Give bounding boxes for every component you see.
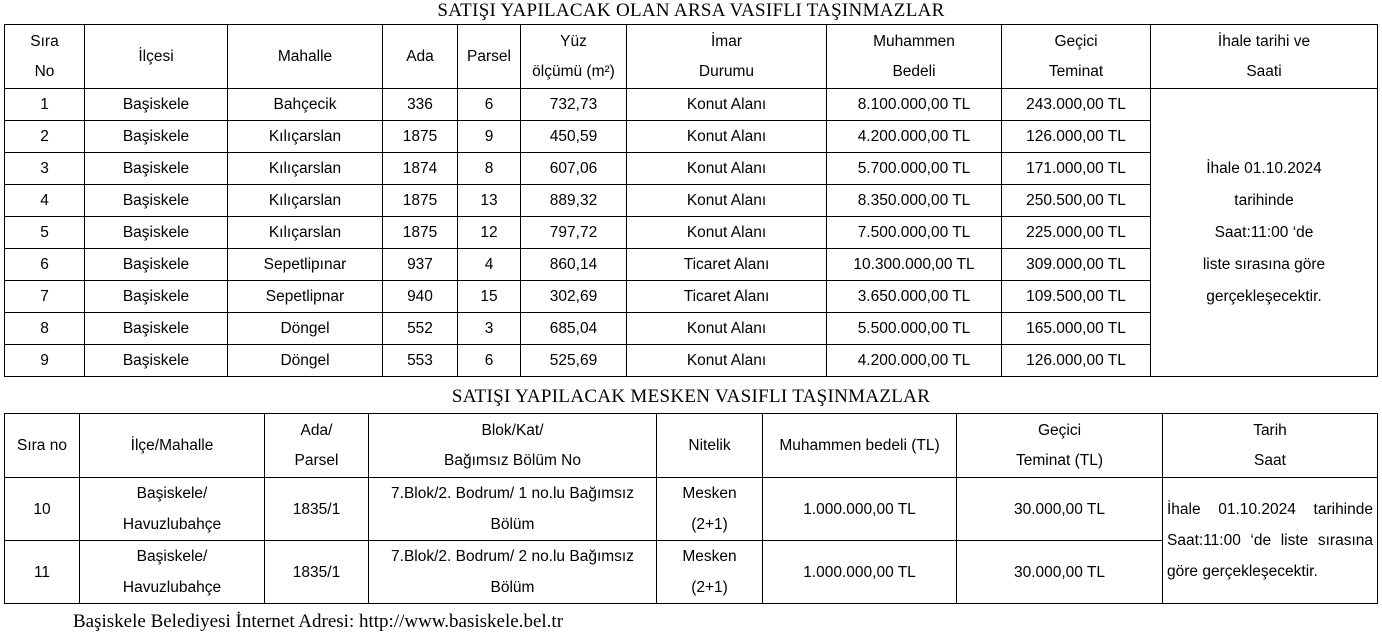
cell-ada: 336 bbox=[383, 89, 458, 121]
header-imar: İmar Durumu bbox=[627, 25, 827, 89]
cell-gecici: 30.000,00 TL bbox=[957, 541, 1163, 604]
cell-parsel: 4 bbox=[458, 249, 521, 281]
cell-ilce: Başiskele bbox=[85, 313, 228, 345]
cell-muhammen: 3.650.000,00 TL bbox=[827, 281, 1002, 313]
cell-gecici: 126.000,00 TL bbox=[1002, 121, 1151, 153]
cell-ilce: Başiskele bbox=[85, 345, 228, 377]
table2-header-row bbox=[5, 414, 1378, 478]
cell-ada: 937 bbox=[383, 249, 458, 281]
cell-imar: Ticaret Alanı bbox=[627, 281, 827, 313]
cell-imar: Konut Alanı bbox=[627, 345, 827, 377]
cell-imar: Ticaret Alanı bbox=[627, 249, 827, 281]
cell-ilce: Başiskele/ Havuzlubahçe bbox=[80, 478, 265, 541]
cell-sira: 7 bbox=[5, 281, 85, 313]
cell-gecici: 30.000,00 TL bbox=[957, 478, 1163, 541]
footer-website: Başiskele Belediyesi İnternet Adresi: http://www.basiskele.bel.tr bbox=[73, 611, 564, 632]
cell-sira: 9 bbox=[5, 345, 85, 377]
cell-mahalle: Kılıçarslan bbox=[228, 121, 383, 153]
cell-yuzolcumu: 732,73 bbox=[521, 89, 627, 121]
cell-muhammen: 1.000.000,00 TL bbox=[763, 478, 957, 541]
cell-parsel: 8 bbox=[458, 153, 521, 185]
cell-ada: 1875 bbox=[383, 217, 458, 249]
header-ihale: İhale tarihi ve Saati bbox=[1151, 25, 1378, 89]
header-parsel: Parsel bbox=[458, 25, 521, 89]
cell-blok: 7.Blok/2. Bodrum/ 1 no.lu Bağımsız Bölüm bbox=[369, 478, 657, 541]
table1-header-row bbox=[5, 25, 1378, 89]
cell-muhammen: 5.500.000,00 TL bbox=[827, 313, 1002, 345]
cell-mahalle: Bahçecik bbox=[228, 89, 383, 121]
cell-gecici: 309.000,00 TL bbox=[1002, 249, 1151, 281]
cell-imar: Konut Alanı bbox=[627, 217, 827, 249]
ihale-note-cell: İhale 01.10.2024 tarihinde Saat:11:00 ‘de liste sırasına göre gerçekleşecektir. bbox=[1163, 478, 1378, 604]
cell-ilce: Başiskele bbox=[85, 185, 228, 217]
cell-ada: 1835/1 bbox=[265, 478, 369, 541]
cell-yuzolcumu: 797,72 bbox=[521, 217, 627, 249]
cell-yuzolcumu: 889,32 bbox=[521, 185, 627, 217]
header-nitelik: Nitelik bbox=[657, 414, 763, 478]
cell-gecici: 250.500,00 TL bbox=[1002, 185, 1151, 217]
header-sira: Sıra No bbox=[5, 25, 85, 89]
header-gecici: Geçici Teminat bbox=[1002, 25, 1151, 89]
section2-title: SATIŞI YAPILACAK MESKEN VASIFLI TAŞINMAZLAR bbox=[451, 386, 931, 407]
section1-title: SATIŞI YAPILACAK OLAN ARSA VASIFLI TAŞINMAZLAR bbox=[437, 0, 945, 21]
cell-muhammen: 4.200.000,00 TL bbox=[827, 345, 1002, 377]
cell-muhammen: 5.700.000,00 TL bbox=[827, 153, 1002, 185]
header-yuzolcumu: Yüz ölçümü (m²) bbox=[521, 25, 627, 89]
header-sira: Sıra no bbox=[5, 414, 80, 478]
cell-muhammen: 4.200.000,00 TL bbox=[827, 121, 1002, 153]
cell-ada: 552 bbox=[383, 313, 458, 345]
cell-muhammen: 8.350.000,00 TL bbox=[827, 185, 1002, 217]
cell-yuzolcumu: 302,69 bbox=[521, 281, 627, 313]
cell-sira: 2 bbox=[5, 121, 85, 153]
cell-parsel: 6 bbox=[458, 345, 521, 377]
header-ilce: İlçe/Mahalle bbox=[80, 414, 265, 478]
cell-muhammen: 1.000.000,00 TL bbox=[763, 541, 957, 604]
cell-ilce: Başiskele bbox=[85, 121, 228, 153]
cell-gecici: 225.000,00 TL bbox=[1002, 217, 1151, 249]
cell-imar: Konut Alanı bbox=[627, 153, 827, 185]
header-muhammen: Muhammen bedeli (TL) bbox=[763, 414, 957, 478]
cell-mahalle: Sepetlipınar bbox=[228, 249, 383, 281]
cell-ilce: Başiskele/ Havuzlubahçe bbox=[80, 541, 265, 604]
cell-ilce: Başiskele bbox=[85, 281, 228, 313]
cell-sira: 4 bbox=[5, 185, 85, 217]
cell-sira: 11 bbox=[5, 541, 80, 604]
cell-ada: 940 bbox=[383, 281, 458, 313]
cell-ada: 1875 bbox=[383, 185, 458, 217]
cell-parsel: 6 bbox=[458, 89, 521, 121]
cell-mahalle: Kılıçarslan bbox=[228, 185, 383, 217]
cell-gecici: 171.000,00 TL bbox=[1002, 153, 1151, 185]
cell-sira: 1 bbox=[5, 89, 85, 121]
cell-yuzolcumu: 450,59 bbox=[521, 121, 627, 153]
cell-parsel: 9 bbox=[458, 121, 521, 153]
cell-gecici: 109.500,00 TL bbox=[1002, 281, 1151, 313]
cell-imar: Konut Alanı bbox=[627, 313, 827, 345]
cell-sira: 3 bbox=[5, 153, 85, 185]
cell-mahalle: Döngel bbox=[228, 345, 383, 377]
cell-gecici: 165.000,00 TL bbox=[1002, 313, 1151, 345]
cell-gecici: 126.000,00 TL bbox=[1002, 345, 1151, 377]
cell-yuzolcumu: 607,06 bbox=[521, 153, 627, 185]
cell-yuzolcumu: 525,69 bbox=[521, 345, 627, 377]
ihale-note-cell: İhale 01.10.2024 tarihinde Saat:11:00 ‘de liste sırasına göre gerçekleşecektir. bbox=[1151, 89, 1378, 377]
cell-yuzolcumu: 860,14 bbox=[521, 249, 627, 281]
cell-ada: 1874 bbox=[383, 153, 458, 185]
table-row bbox=[5, 89, 1378, 121]
land-parcels-table bbox=[4, 24, 1378, 377]
cell-blok: 7.Blok/2. Bodrum/ 2 no.lu Bağımsız Bölüm bbox=[369, 541, 657, 604]
header-ilce: İlçesi bbox=[85, 25, 228, 89]
cell-sira: 6 bbox=[5, 249, 85, 281]
cell-mahalle: Döngel bbox=[228, 313, 383, 345]
cell-ada: 1875 bbox=[383, 121, 458, 153]
cell-imar: Konut Alanı bbox=[627, 121, 827, 153]
cell-ilce: Başiskele bbox=[85, 217, 228, 249]
cell-mahalle: Kılıçarslan bbox=[228, 217, 383, 249]
cell-parsel: 13 bbox=[458, 185, 521, 217]
residential-units-table bbox=[4, 413, 1378, 604]
cell-parsel: 12 bbox=[458, 217, 521, 249]
cell-muhammen: 8.100.000,00 TL bbox=[827, 89, 1002, 121]
cell-sira: 8 bbox=[5, 313, 85, 345]
cell-ada: 553 bbox=[383, 345, 458, 377]
cell-imar: Konut Alanı bbox=[627, 89, 827, 121]
cell-parsel: 15 bbox=[458, 281, 521, 313]
cell-ilce: Başiskele bbox=[85, 89, 228, 121]
header-tarih: Tarih Saat bbox=[1163, 414, 1378, 478]
table-row bbox=[5, 478, 1378, 541]
cell-ilce: Başiskele bbox=[85, 153, 228, 185]
cell-mahalle: Kılıçarslan bbox=[228, 153, 383, 185]
header-mahalle: Mahalle bbox=[228, 25, 383, 89]
cell-mahalle: Sepetlipnar bbox=[228, 281, 383, 313]
header-ada: Ada/ Parsel bbox=[265, 414, 369, 478]
cell-gecici: 243.000,00 TL bbox=[1002, 89, 1151, 121]
cell-nitelik: Mesken (2+1) bbox=[657, 541, 763, 604]
header-blok: Blok/Kat/ Bağımsız Bölüm No bbox=[369, 414, 657, 478]
cell-muhammen: 7.500.000,00 TL bbox=[827, 217, 1002, 249]
cell-nitelik: Mesken (2+1) bbox=[657, 478, 763, 541]
cell-imar: Konut Alanı bbox=[627, 185, 827, 217]
cell-sira: 5 bbox=[5, 217, 85, 249]
cell-ilce: Başiskele bbox=[85, 249, 228, 281]
cell-yuzolcumu: 685,04 bbox=[521, 313, 627, 345]
header-muhammen: Muhammen Bedeli bbox=[827, 25, 1002, 89]
header-gecici: Geçici Teminat (TL) bbox=[957, 414, 1163, 478]
cell-muhammen: 10.300.000,00 TL bbox=[827, 249, 1002, 281]
cell-parsel: 3 bbox=[458, 313, 521, 345]
header-ada: Ada bbox=[383, 25, 458, 89]
cell-sira: 10 bbox=[5, 478, 80, 541]
cell-ada: 1835/1 bbox=[265, 541, 369, 604]
